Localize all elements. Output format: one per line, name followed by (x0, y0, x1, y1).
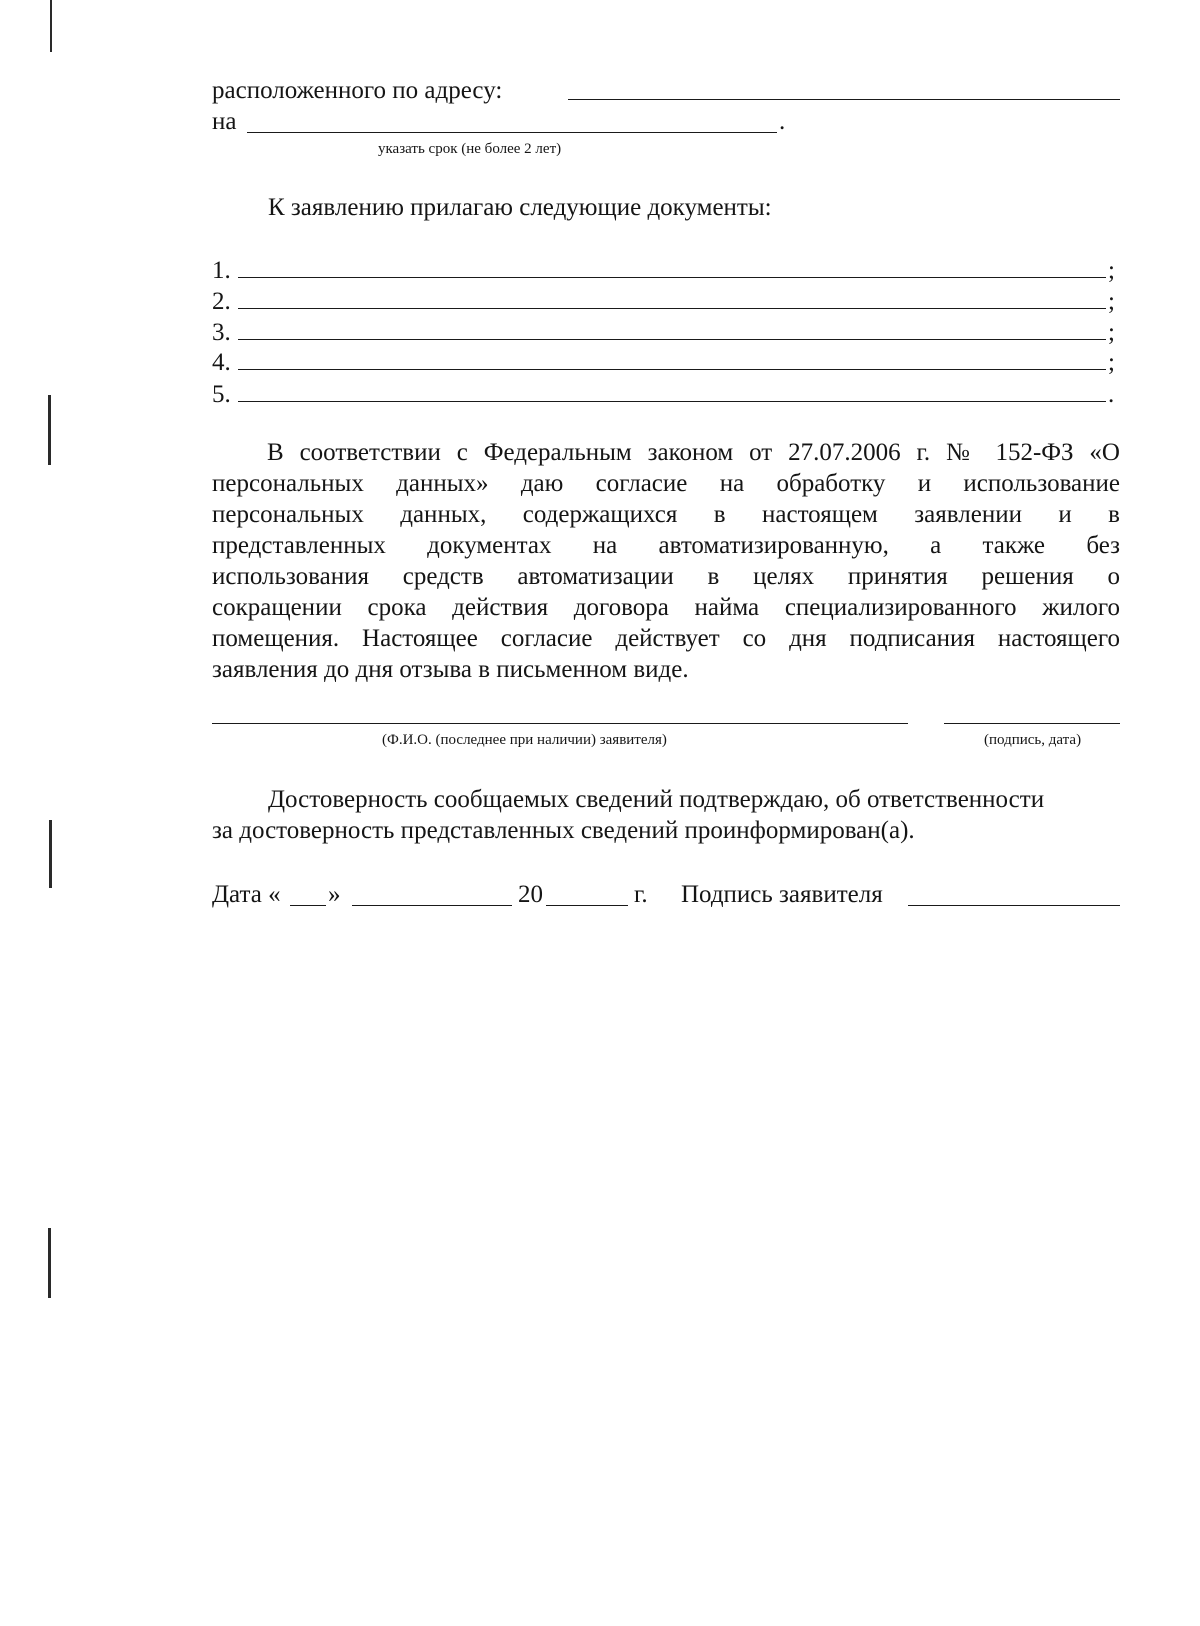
signature-date-field-line[interactable] (944, 723, 1120, 724)
fio-field-line[interactable] (212, 723, 908, 724)
attachment-number: 1. (212, 257, 231, 284)
term-suffix: . (779, 108, 786, 135)
date-day-field-line[interactable] (290, 905, 326, 906)
date-label: Дата « (212, 881, 281, 908)
consent-line-5: использования средств автоматизации в целях принятия решения о (212, 563, 1120, 590)
attachment-number: 3. (212, 319, 231, 346)
attachment-field-line[interactable] (238, 277, 1106, 278)
attachment-number: 5. (212, 381, 231, 408)
date-year-suffix: г. (634, 881, 648, 908)
consent-line-1: В соответствии с Федеральным законом от 27.07.2006 г. № 152-ФЗ «О (267, 439, 1120, 466)
attachments-heading: К заявлению прилагаю следующие документы: (268, 194, 772, 221)
term-hint: указать срок (не более 2 лет) (378, 141, 562, 157)
consent-line-7: помещения. Настоящее согласие действует со дня подписания настоящего (212, 625, 1120, 652)
attachment-number: 2. (212, 288, 231, 315)
attachment-field-line[interactable] (238, 369, 1106, 370)
attachment-field-line[interactable] (238, 308, 1106, 309)
address-field-line[interactable] (568, 99, 1120, 100)
fio-caption: (Ф.И.О. (последнее при наличии) заявителя) (382, 732, 667, 748)
attachment-item-5[interactable] (212, 380, 1122, 410)
address-label: расположенного по адресу: (212, 77, 503, 104)
date-year-field-line[interactable] (546, 905, 628, 906)
attachment-end-mark: ; (1108, 288, 1115, 315)
signature-date-caption: (подпись, дата) (984, 732, 1082, 748)
attachment-field-line[interactable] (238, 401, 1106, 402)
confirmation-line-2: за достоверность представленных сведений проинформирован(а). (212, 817, 915, 844)
attachment-end-mark: ; (1108, 349, 1115, 376)
attachment-field-line[interactable] (238, 339, 1106, 340)
attachment-item-2[interactable] (212, 287, 1122, 317)
term-prefix: на (212, 108, 237, 135)
attachment-end-mark: . (1108, 381, 1115, 408)
date-close-quote: » (328, 881, 341, 908)
term-field-line[interactable] (247, 132, 777, 133)
attachment-item-4[interactable] (212, 348, 1122, 378)
applicant-signature-field-line[interactable] (908, 905, 1120, 906)
consent-paragraph (212, 437, 1120, 685)
attachment-item-1[interactable] (212, 256, 1122, 286)
consent-line-4: представленных документах на автоматизированную, а также без (212, 532, 1120, 559)
attachment-end-mark: ; (1108, 257, 1115, 284)
attachment-item-3[interactable] (212, 318, 1122, 348)
confirmation-line-1: Достоверность сообщаемых сведений подтверждаю, об ответственности (268, 786, 1045, 813)
attachment-end-mark: ; (1108, 319, 1115, 346)
consent-line-3: персональных данных, содержащихся в настоящем заявлении и в (212, 501, 1120, 528)
consent-line-6: сокращении срока действия договора найма специализированного жилого (212, 594, 1120, 621)
consent-line-8: заявления до дня отзыва в письменном виде. (212, 656, 689, 683)
date-year-prefix: 20 (518, 881, 543, 908)
attachment-number: 4. (212, 349, 231, 376)
signature-label: Подпись заявителя (681, 881, 883, 908)
date-month-field-line[interactable] (352, 905, 512, 906)
consent-line-2: персональных данных» даю согласие на обработку и использование (212, 470, 1120, 497)
